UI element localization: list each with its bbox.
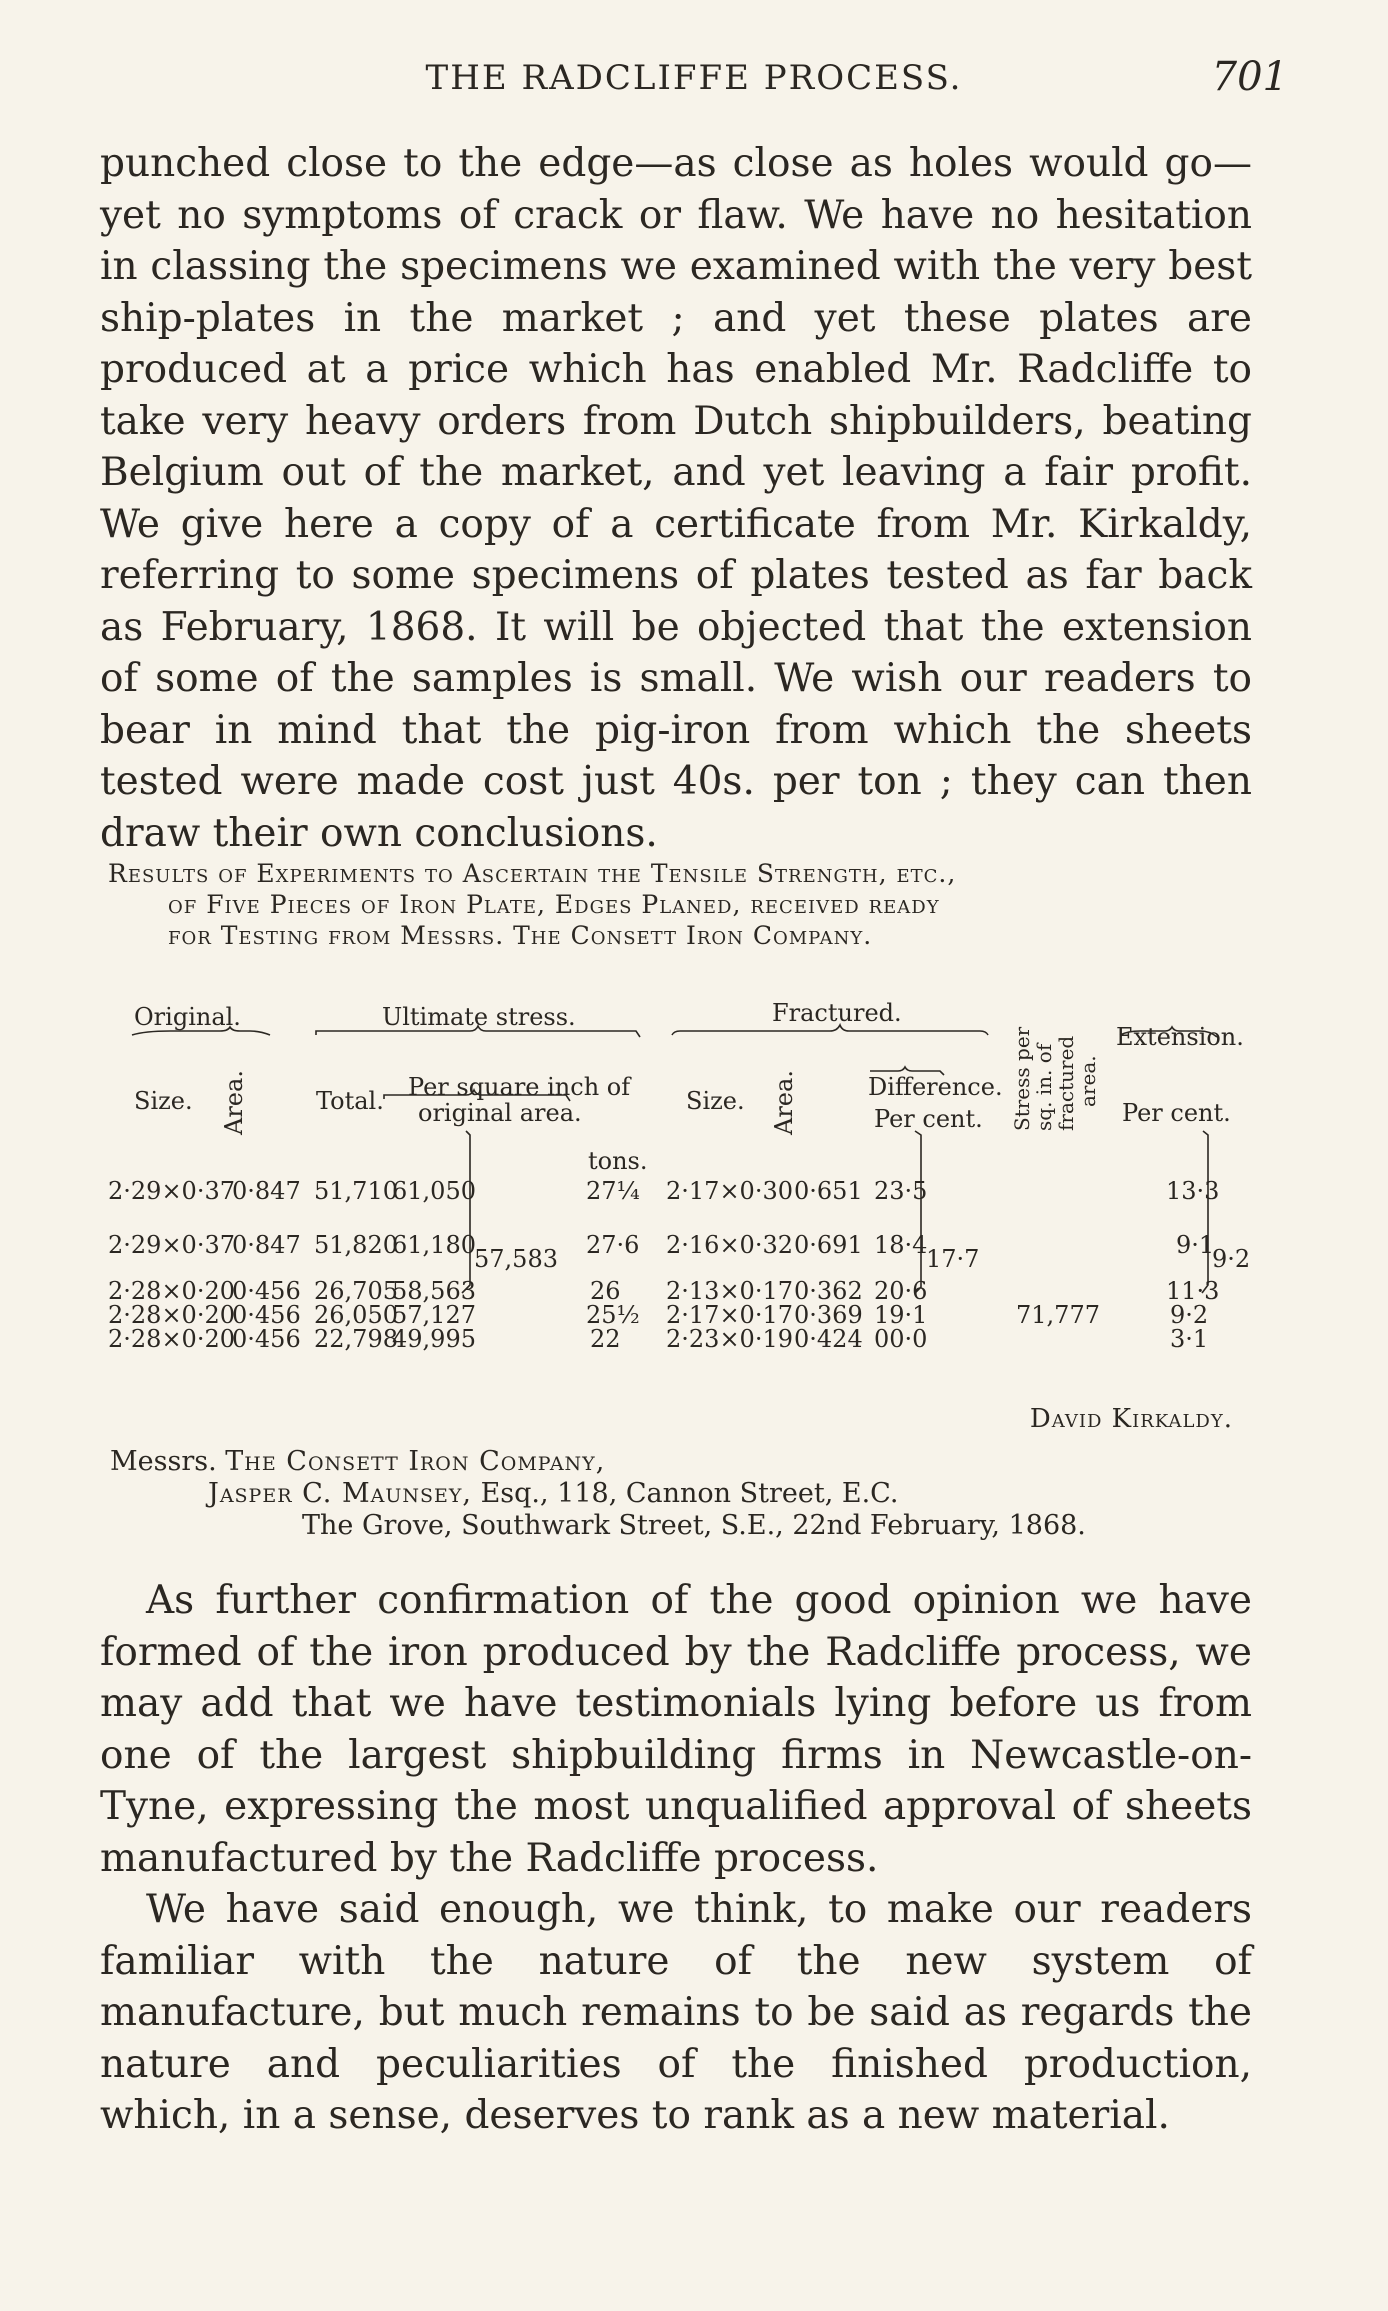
subheader-stress-per-3: fractured: [1054, 1035, 1078, 1131]
bracket-difference: [915, 1131, 921, 1293]
row-5-total: 22,798: [314, 1325, 398, 1353]
table-caption: [108, 858, 1252, 951]
row-3-extension: 11·3: [1166, 1277, 1220, 1305]
bracket-stress: [462, 1131, 470, 1293]
subheader-per-square-inch-1: Per square inch of: [408, 1073, 631, 1101]
subheader-fractured-area: Area.: [770, 1070, 798, 1135]
row-3-per-square-inch: 58,563: [392, 1277, 476, 1305]
row-5-tons: 22: [590, 1325, 621, 1353]
row-2-area: 0·847: [232, 1231, 301, 1259]
paragraph-1-text: punched close to the edge—as close as holes would go—yet no symptoms of crack or flaw. We have no hesitation in classing the specimens we examined with the very best ship-plates in the market ; and yet these plates are produced at a price which has enabled Mr. Radcliffe to take very heavy orders from Dutch shipbuilders, beating Belgium out of the market, and yet leaving a fair profit. We give here a copy of a certificate from Mr. Kirkaldy, referring to some specimens of plates tested as far back as February, 1868. It will be objected that the extension of some of the samples is small. We wish our readers to bear in mind that the pig-iron from which the sheets tested were made cost just 40s. per ton ; they can then draw their own conclusions.: [100, 141, 1252, 856]
row-3-area: 0·456: [232, 1277, 301, 1305]
closing-paragraphs: [100, 1575, 1252, 2142]
subheader-stress-per-2: sq. in. of: [1032, 1043, 1056, 1131]
row-1-fractured-area: 0·651: [794, 1177, 863, 1205]
row-2-fractured-area: 0·691: [794, 1231, 863, 1259]
row-3-size: 2·28×0·20: [108, 1277, 235, 1305]
running-title: THE RADCLIFFE PROCESS.: [425, 58, 963, 98]
row-2-extension: 9·1: [1176, 1231, 1215, 1259]
header-original: Original.: [134, 1003, 241, 1031]
row-4-extension: 9·2: [1170, 1301, 1209, 1329]
subheader-tons: tons.: [588, 1147, 648, 1175]
row-4-fractured-size: 2·17×0·17: [666, 1301, 793, 1329]
row-4-total: 26,050: [314, 1301, 398, 1329]
paragraph-2: As further confirmation of the good opinion we have formed of the iron produced by the Radcliffe process, we may add that we have testimonials lying before us from one of the largest shipbuilding firms in Newcastle-on-Tyne, expressing the most unqualified approval of sheets manufactured by the Radcliffe process.: [100, 1578, 1252, 1881]
row-5-per-square-inch: 49,995: [392, 1325, 476, 1353]
row-5-extension: 3·1: [1170, 1325, 1209, 1353]
results-table: [100, 995, 1260, 1375]
row-1-total: 51,710: [314, 1177, 398, 1205]
address-line-3: The Grove, Southwark Street, S.E., 22nd February, 1868.: [302, 1510, 1086, 1541]
row-1-fractured-size: 2·17×0·30: [666, 1177, 793, 1205]
row-2-total: 51,820: [314, 1231, 398, 1259]
row-1-per-square-inch: 61,050: [392, 1177, 476, 1205]
row-4-area: 0·456: [232, 1301, 301, 1329]
subheader-stress-per-4: area.: [1076, 1055, 1100, 1107]
row-2-per-square-inch: 61,180: [392, 1231, 476, 1259]
row-2-tons: 27·6: [586, 1231, 640, 1259]
row-3-fractured-area: 0·362: [794, 1277, 863, 1305]
mean-extension: 9·2: [1212, 1245, 1251, 1273]
header-fractured: Fractured.: [772, 999, 902, 1027]
row-2-fractured-size: 2·16×0·32: [666, 1231, 793, 1259]
header-ultimate-stress: Ultimate stress.: [382, 1003, 576, 1031]
page-number: 701: [1211, 54, 1288, 100]
row-3-total: 26,705: [314, 1277, 398, 1305]
address-recipient: Jasper C. Maunsey,: [208, 1478, 472, 1509]
row-3-tons: 26: [590, 1277, 621, 1305]
address-messrs: Messrs.: [110, 1446, 217, 1477]
subheader-difference: Difference.: [868, 1073, 1003, 1101]
row-1-size: 2·29×0·37: [108, 1177, 235, 1205]
address-line-1: [110, 1446, 605, 1477]
address-company: The Consett Iron Company,: [225, 1446, 606, 1477]
row-1-difference: 23·5: [874, 1177, 928, 1205]
row-1-area: 0·847: [232, 1177, 301, 1205]
subheader-per-cent-extension: Per cent.: [1122, 1099, 1231, 1127]
row-5-size: 2·28×0·20: [108, 1325, 235, 1353]
header-extension: Extension.: [1116, 1023, 1244, 1051]
running-header: [100, 54, 1288, 102]
paragraph-1: [100, 138, 1252, 859]
signature: David Kirkaldy.: [1029, 1404, 1233, 1434]
row-4-difference: 19·1: [874, 1301, 928, 1329]
row-3-difference: 20·6: [874, 1277, 928, 1305]
address-street: Esq., 118, Cannon Street, E.C.: [480, 1478, 899, 1509]
row-4-per-square-inch: 57,127: [392, 1301, 476, 1329]
mean-stress-fractured: 71,777: [1016, 1301, 1100, 1329]
row-1-extension: 13·3: [1166, 1177, 1220, 1205]
caption-line-3: for Testing from Messrs. The Consett Iron Company.: [168, 921, 873, 950]
bracket-extension: [1202, 1131, 1208, 1293]
caption-line-1: Results of Experiments to Ascertain the Tensile Strength, etc.,: [108, 859, 957, 888]
row-4-size: 2·28×0·20: [108, 1301, 235, 1329]
address-line-2: [208, 1478, 898, 1509]
subheader-stress-per-1: Stress per: [1010, 1026, 1034, 1131]
row-5-difference: 00·0: [874, 1325, 928, 1353]
subheader-fractured-size: Size.: [686, 1087, 745, 1115]
row-4-fractured-area: 0·369: [794, 1301, 863, 1329]
mean-per-square-inch: 57,583: [474, 1245, 558, 1273]
paragraph-3: We have said enough, we think, to make our readers familiar with the nature of the new system of manufacture, but much remains to be said as regards the nature and peculiarities of the finished production, which, in a sense, deserves to rank as a new material.: [100, 1887, 1252, 2138]
row-5-fractured-area: 0·424: [794, 1325, 863, 1353]
subheader-per-square-inch-2: original area.: [418, 1099, 582, 1127]
subheader-area: Area.: [220, 1070, 248, 1135]
subheader-total: Total.: [316, 1087, 384, 1115]
row-2-difference: 18·4: [874, 1231, 928, 1259]
row-4-tons: 25½: [586, 1301, 640, 1329]
subheader-size: Size.: [134, 1087, 193, 1115]
row-5-fractured-size: 2·23×0·19: [666, 1325, 793, 1353]
row-2-size: 2·29×0·37: [108, 1231, 235, 1259]
row-1-tons: 27¼: [586, 1177, 640, 1205]
row-3-fractured-size: 2·13×0·17: [666, 1277, 793, 1305]
mean-difference: 17·7: [926, 1245, 980, 1273]
row-5-area: 0·456: [232, 1325, 301, 1353]
caption-line-2: of Five Pieces of Iron Plate, Edges Planed, received ready: [168, 890, 940, 919]
subheader-per-cent-difference: Per cent.: [874, 1105, 983, 1133]
